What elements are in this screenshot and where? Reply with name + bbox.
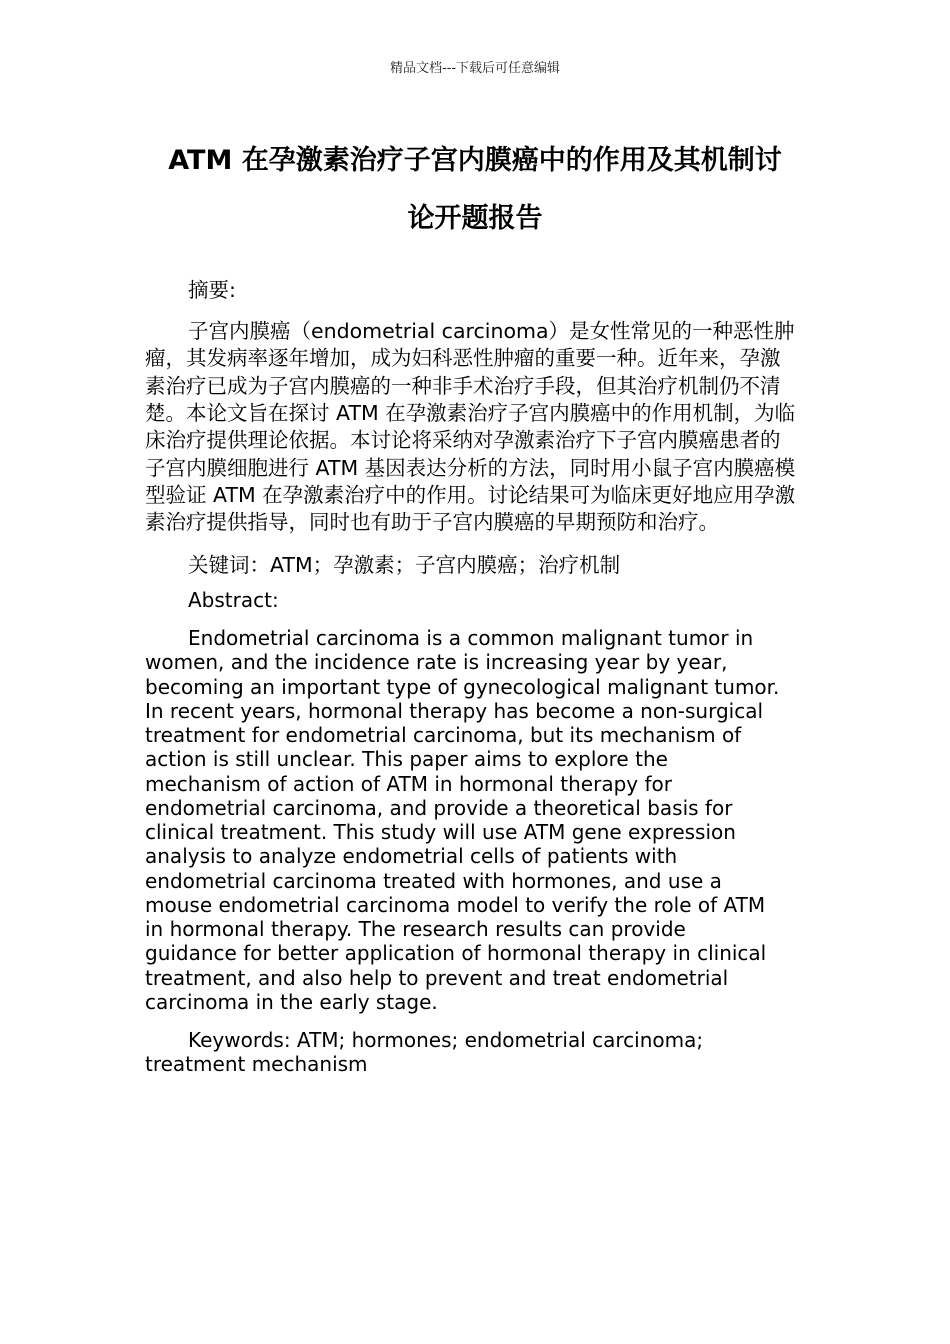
abstract-cn-lines-line: 素治疗提供指导，同时也有助于子宫内膜癌的早期预防和治疗。 (145, 510, 719, 535)
abstract-en-lines-line: In recent years, hormonal therapy has become a non-surgical (145, 698, 764, 723)
keywords-en-line-1: Keywords: ATM; hormones; endometrial carcinoma; (188, 1028, 704, 1052)
abstract-en-lines-line: in hormonal therapy. The research results can provide (145, 917, 686, 941)
keywords-cn: 关键词：ATM；孕激素；子宫内膜癌；治疗机制 (188, 553, 621, 577)
abstract-cn-label: 摘要: (188, 278, 236, 302)
abstract-cn-lines-line: 瘤，其发病率逐年增加，成为妇科恶性肿瘤的重要一种。近年来，孕激 (145, 346, 781, 371)
abstract-en-lines-line: women, and the incidence rate is increasing year by year, (145, 650, 728, 675)
abstract-en-lines-line: endometrial carcinoma, and provide a theoretical basis for (145, 795, 733, 820)
abstract-en-lines-line: carcinoma in the early stage. (145, 989, 438, 1014)
document-title-line-2: 论开题报告 (407, 203, 543, 234)
abstract-en-lines-line: treatment for endometrial carcinoma, but its mechanism of (145, 723, 742, 747)
abstract-cn-lines-line: 床治疗提供理论依据。本讨论将采纳对孕激素治疗下子宫内膜癌患者的 (145, 428, 781, 453)
abstract-cn-lines-line: 楚。本论文旨在探讨 ATM 在孕激素治疗子宫内膜癌中的作用机制，为临 (145, 400, 796, 425)
abstract-cn-lines-line: 子宫内膜细胞进行 ATM 基因表达分析的方法，同时用小鼠子宫内膜癌模 (145, 455, 796, 480)
keywords-en-line-2: treatment mechanism (145, 1052, 368, 1076)
abstract-en-lines-line: Endometrial carcinoma is a common malignant tumor in (188, 626, 754, 650)
abstract-en-lines-line: mechanism of action of ATM in hormonal therapy for (145, 771, 672, 796)
abstract-en-lines-line: mouse endometrial carcinoma model to verify the role of ATM (145, 892, 766, 917)
document-title-line-1: ATM 在孕激素治疗子宫内膜癌中的作用及其机制讨 (168, 145, 782, 176)
abstract-en-lines-line: analysis to analyze endometrial cells of patients with (145, 844, 678, 869)
abstract-en-label: Abstract: (188, 588, 279, 612)
abstract-cn-lines-line: 子宫内膜癌（endometrial carcinoma）是女性常见的一种恶性肿 (188, 319, 795, 343)
abstract-en-lines-line: guidance for better application of hormonal therapy in clinical (145, 941, 767, 966)
abstract-en-lines-line: becoming an important type of gynecological malignant tumor. (145, 674, 780, 699)
abstract-cn-lines-line: 型验证 ATM 在孕激素治疗中的作用。讨论结果可为临床更好地应用孕激 (145, 482, 796, 507)
page-header: 精品文档---下载后可任意编辑 (389, 61, 561, 76)
abstract-en-lines-line: action is still unclear. This paper aims to explore the (145, 747, 668, 772)
abstract-en-lines-line: treatment, and also help to prevent and treat endometrial (145, 965, 729, 990)
abstract-en-lines-line: clinical treatment. This study will use ATM gene expression (145, 820, 736, 844)
abstract-cn-lines-line: 素治疗已成为子宫内膜癌的一种非手术治疗手段，但其治疗机制仍不清 (145, 373, 781, 398)
abstract-en-lines-line: endometrial carcinoma treated with hormones, and use a (145, 868, 722, 893)
